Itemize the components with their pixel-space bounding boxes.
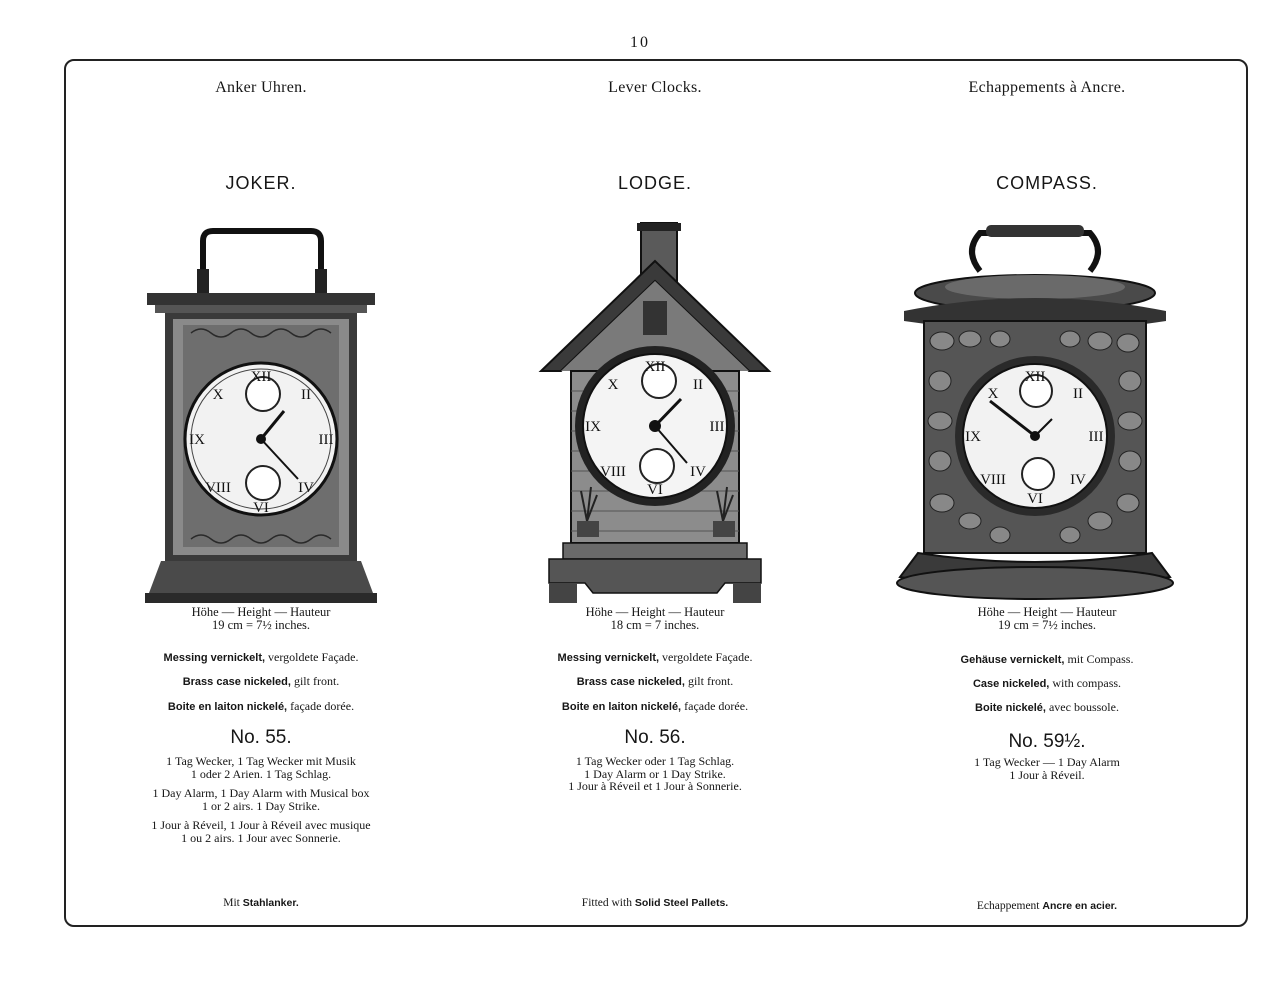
height-value: 19 cm = 7½ inches. [211, 618, 310, 632]
svg-text:XII: XII [1024, 369, 1046, 385]
column-header: Lever Clocks. [608, 79, 702, 96]
column-footer: Echappement Ancre en acier. [976, 900, 1118, 912]
option-group-de: 1 Tag Wecker, 1 Tag Wecker mit Musik 1 oder 2 Arien. 1 Tag Schlag. [166, 754, 356, 781]
svg-text:III: III [318, 432, 334, 448]
svg-text:XII: XII [250, 369, 272, 385]
material-line-en: Case nickeled, with compass. [972, 676, 1122, 690]
material-line-en: Brass case nickeled, gilt front. [576, 674, 734, 688]
height-label: Höhe — Height — Hauteur [585, 605, 725, 619]
column-footer: Mit Stahlanker. [223, 897, 299, 909]
material-line-fr: Boite en laiton nickelé, façade dorée. [167, 699, 355, 713]
model-number: No. 56. [624, 727, 686, 748]
height-label: Höhe — Height — Hauteur [191, 605, 331, 619]
material-line-en: Brass case nickeled, gilt front. [182, 674, 340, 688]
svg-text:X: X [987, 386, 999, 402]
svg-text:VIII: VIII [980, 472, 1006, 488]
svg-text:II: II [301, 387, 311, 403]
variant-options [458, 755, 852, 800]
svg-text:IV: IV [1070, 472, 1086, 488]
product-column-lodge [458, 59, 852, 927]
material-line-de: Messing vernickelt, vergoldete Façade. [163, 650, 359, 664]
product-name: LODGE. [617, 173, 693, 193]
option-group: 1 Tag Wecker oder 1 Tag Schlag. 1 Day Alarm or 1 Day Strike. 1 Jour à Réveil et 1 Jour à Sonnerie. [568, 754, 742, 793]
column-header: Echappements à Ancre. [968, 79, 1126, 96]
option-group: 1 Tag Wecker — 1 Day Alarm 1 Jour à Réveil. [974, 755, 1120, 782]
compass-clock-illustration [890, 221, 1180, 611]
material-line-fr: Boite nickelé, avec boussole. [975, 700, 1119, 714]
variant-options [64, 755, 458, 851]
svg-text:IV: IV [690, 464, 706, 480]
option-group-fr: 1 Jour à Réveil, 1 Jour à Réveil avec musique 1 ou 2 airs. 1 Jour avec Sonnerie. [151, 818, 371, 845]
svg-text:III: III [1088, 429, 1104, 445]
lodge-clock-illustration [535, 221, 775, 611]
svg-text:VIII: VIII [600, 464, 626, 480]
svg-text:VIII: VIII [205, 480, 231, 496]
product-name: JOKER. [225, 173, 297, 193]
height-label: Höhe — Height — Hauteur [977, 605, 1117, 619]
model-number: No. 55. [230, 727, 292, 748]
page-number: 10 [630, 34, 650, 51]
material-line-de: Messing vernickelt, vergoldete Façade. [557, 650, 753, 664]
svg-text:XII: XII [644, 359, 666, 375]
svg-text:IX: IX [965, 429, 981, 445]
svg-text:II: II [693, 377, 703, 393]
variant-options [850, 756, 1244, 788]
height-value: 19 cm = 7½ inches. [997, 618, 1096, 632]
svg-text:II: II [1073, 386, 1083, 402]
column-header: Anker Uhren. [215, 79, 307, 96]
svg-text:VI: VI [1027, 491, 1043, 507]
product-name: COMPASS. [996, 173, 1098, 193]
svg-text:IX: IX [585, 419, 601, 435]
svg-text:IX: IX [189, 432, 205, 448]
svg-text:X: X [607, 377, 619, 393]
height-value: 18 cm = 7 inches. [610, 618, 700, 632]
material-line-fr: Boite en laiton nickelé, façade dorée. [561, 699, 749, 713]
svg-text:IV: IV [298, 480, 314, 496]
svg-text:VI: VI [253, 500, 269, 516]
option-group-en: 1 Day Alarm, 1 Day Alarm with Musical box 1 or 2 airs. 1 Day Strike. [152, 786, 370, 813]
product-column-joker [64, 59, 458, 927]
column-footer: Fitted with Solid Steel Pallets. [581, 897, 729, 909]
material-line-de: Gehäuse vernickelt, mit Compass. [960, 652, 1134, 666]
svg-text:X: X [212, 387, 224, 403]
joker-clock-illustration [141, 221, 381, 611]
svg-text:VI: VI [647, 482, 663, 498]
product-column-compass [850, 59, 1244, 927]
model-number: No. 59½. [1008, 731, 1086, 752]
svg-text:III: III [709, 419, 725, 435]
